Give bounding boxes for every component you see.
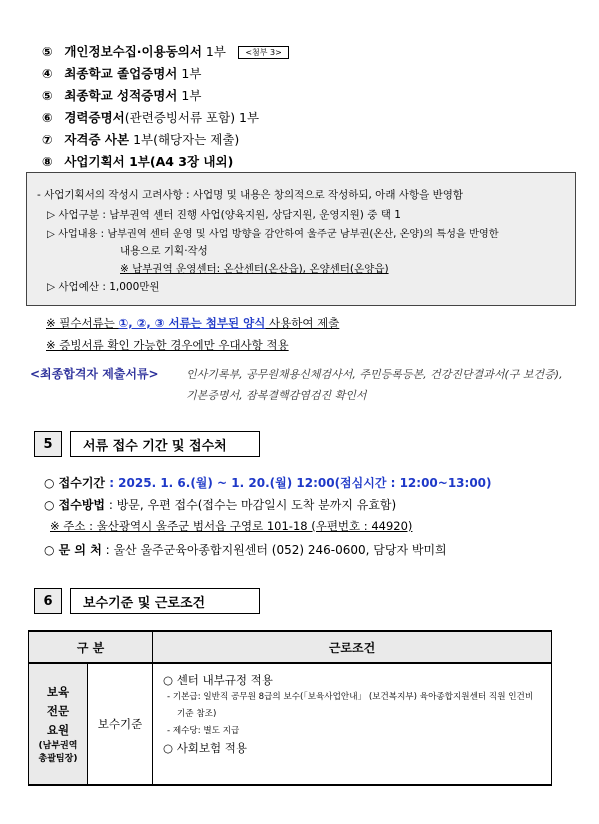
attachment-item [42,108,259,126]
item-number: ⑤ [42,44,53,59]
required-docs-note [46,315,339,331]
receipt-method [44,496,396,513]
section-6-header [34,588,260,614]
method-label: ○ 접수방법 [44,498,106,512]
finalists-docs-line2: 기본증명서, 잠복결핵감염검진 확인서 [186,389,367,402]
plan-item-content: ▷ 사업내용 : 남부권역 센터 운영 및 사업 방향을 감안하여 울주군 남부권(온산, 온양)의 특성을 반영한 [47,229,499,240]
receipt-period [44,474,492,491]
condition-internal-rules: ○ 센터 내부규정 적용 [163,673,273,687]
plan-item-budget: ▷ 사업예산 : 1,000만원 [47,281,160,293]
section-title: 서류 접수 기간 및 접수처 [70,431,260,457]
item-qty: 1부 [201,44,226,59]
section-number: 6 [34,588,62,614]
item-number: ④ [42,66,53,81]
section-title: 보수기준 및 근로조건 [70,588,260,614]
plan-considerations-box [26,172,576,306]
category-cell: 보수기준 [88,663,153,785]
item-number: ⑥ [42,110,53,125]
attachment-item [42,64,201,82]
item-label: 개인정보수집·이용동의서 [64,44,202,59]
finalists-docs-line1: 인사기록부, 공무원채용신체검사서, 주민등록등본, 건강진단결과서(구 보건증), [186,368,563,381]
item-number: ⑧ [42,154,53,169]
item-qty: 1부(해당자는 제출) [129,132,240,147]
item-qty: 1부 [177,88,202,103]
plan-item-content-cont: 내용으로 기획·작성 [120,245,208,257]
table-row [29,663,552,785]
item-label: 사업기획서 [64,154,125,169]
conditions-cell [153,663,552,785]
period-label: ○ 접수기간 [44,476,106,490]
note-highlight: ①, ②, ③ 서류는 첨부된 양식 [118,316,266,330]
role-line: 요원 [46,722,70,737]
table-header-row [29,631,552,663]
attachment-item [42,130,239,148]
role-line: 전문 [46,703,70,718]
condition-social-insurance: ○ 사회보험 적용 [163,741,247,755]
col-conditions-header: 근로조건 [153,631,552,663]
item-paren: (관련증빙서류 포함) [124,110,236,125]
attachment-item [42,42,289,60]
plan-item-category: ▷ 사업구분 : 남부권역 센터 진행 사업(양육지원, 상담지원, 운영지원) 중 택 1 [47,209,401,221]
item-qty: 1부(A4 3장 내외) [124,154,234,169]
method-value: : 방문, 우편 접수(접수는 마감일시 도착 분까지 유효함) [105,498,397,512]
section-5-header [34,431,260,457]
item-qty: 1부 [235,110,260,125]
item-number: ⑤ [42,88,53,103]
condition-base-pay: - 기본급: 일반직 공무원 8급의 보수(「보육사업안내」 (보건복지부) 육아종합지원센터 직원 인건비 [167,692,534,702]
attachment-item [42,152,233,170]
contact-label: ○ 문 의 처 [44,543,102,557]
item-number: ⑦ [42,132,53,147]
attachment-tag: <첨부 3> [238,46,289,59]
plan-center-note: ※ 남부권역 운영센터: 온산센터(온산읍), 온양센터(온양읍) [120,263,389,275]
finalists-label: <최종합격자 제출서류> [30,367,159,381]
condition-base-pay-cont: 기준 참조) [177,709,217,719]
address-note: ※ 주소 : 울산광역시 울주군 범서읍 구영로 101-18 (우편번호 : 44920) [50,519,413,533]
role-sub: (남부권역 총괄팀장) [38,740,78,764]
note-prefix: ※ 필수서류는 [46,316,119,330]
section-number: 5 [34,431,62,457]
working-conditions-table [28,630,552,786]
condition-allowance: - 제수당: 별도 지급 [167,726,240,736]
item-label: 최종학교 졸업증명서 [64,66,178,81]
attachment-item [42,86,201,104]
note-suffix: 사용하여 제출 [265,316,340,330]
preference-note: ※ 증빙서류 확인 가능한 경우에만 우대사항 적용 [46,338,289,352]
item-label: 최종학교 성적증명서 [64,88,178,103]
contact-value: : 울산 울주군육아종합지원센터 (052) 246-0600, 담당자 박미희 [101,543,447,557]
item-label: 경력증명서 [64,110,125,125]
item-qty: 1부 [177,66,202,81]
period-value: : 2025. 1. 6.(월) ~ 1. 20.(월) 12:00(점심시간 : 12:00~13:00) [105,476,492,490]
col-category-header: 구 분 [29,631,153,663]
item-label: 자격증 사본 [64,132,130,147]
role-cell [29,663,88,785]
contact-info [44,541,447,558]
plan-intro: - 사업기획서의 작성시 고려사항 : 사업명 및 내용은 창의적으로 작성하되, 아래 사항을 반영함 [37,189,464,201]
role-line: 보육 [46,684,70,699]
